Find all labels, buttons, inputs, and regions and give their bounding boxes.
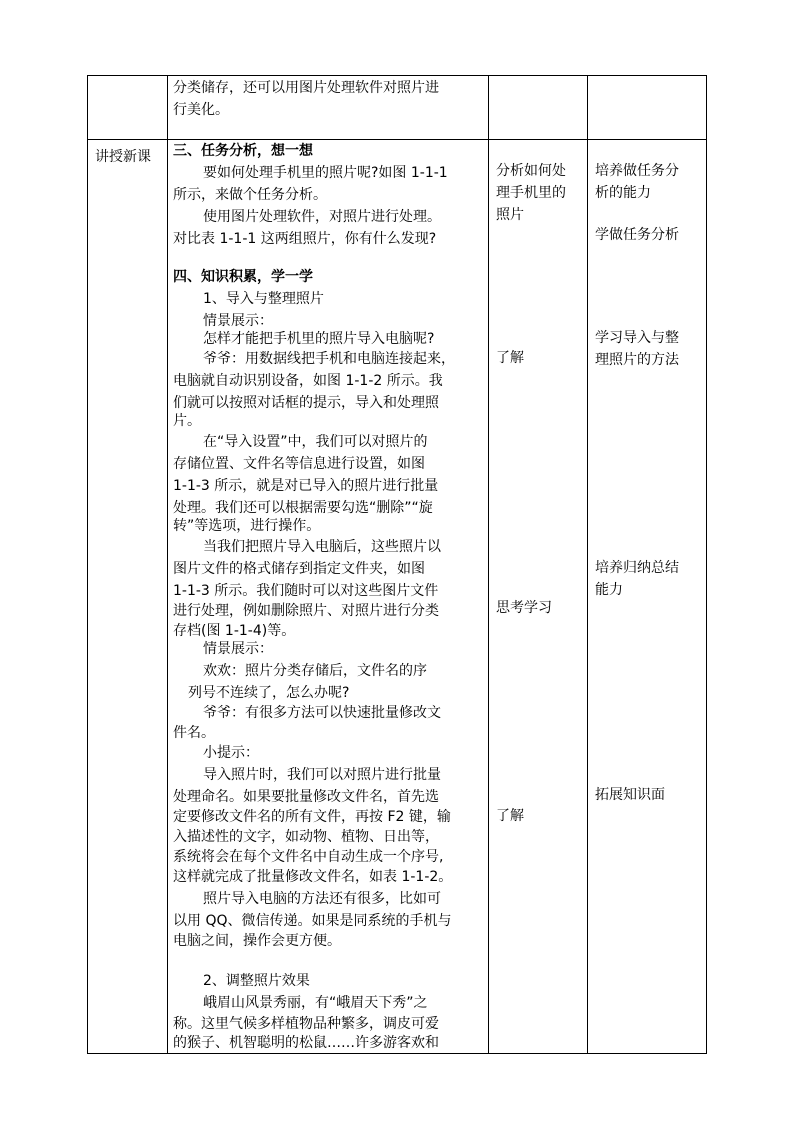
content-line: 转”等选项，进行操作。 (173, 518, 321, 534)
content-line: 导入照片时，我们可以对照片进行批量 (203, 767, 441, 783)
student-activity: 思考学习 (496, 600, 552, 616)
column-divider-3 (587, 75, 588, 1054)
content-line: 称。这里气候多样植物品种繁多，调皮可爱 (173, 1016, 439, 1032)
content-line: 爷爷：用数据线把手机和电脑连接起来， (203, 351, 455, 367)
content-line: 电脑就自动识别设备，如图 1-1-2 所示。我 (173, 373, 443, 389)
content-line: 系统将会在每个文件名中自动生成一个序号, (173, 849, 444, 865)
content-line: 以用 QQ、微信传递。如果是同系统的手机与 (173, 913, 452, 929)
student-activity: 了解 (496, 350, 524, 366)
content-line: 定要修改文件名的所有文件，再按 F2 键，输 (173, 809, 451, 825)
content-line: 存储位置、文件名等信息进行设置，如图 (173, 456, 425, 472)
table-top-border (87, 75, 707, 76)
design-intent: 析的能力 (595, 185, 651, 201)
content-line: 爷爷：有很多方法可以快速批量修改文 (203, 705, 441, 721)
design-intent: 拓展知识面 (595, 787, 665, 803)
content-line: 这样就完成了批量修改文件名，如表 1-1-2。 (173, 869, 453, 885)
content-line: 1-1-3 所示，就是对已导入的照片进行批量 (173, 478, 439, 494)
student-activity: 理手机里的 (496, 185, 566, 201)
content-line: 列号不连续了，怎么办呢? (188, 685, 350, 701)
content-line: 存档(图 1-1-4)等。 (173, 623, 296, 639)
design-intent: 能力 (595, 582, 623, 598)
content-line: 情景展示： (203, 641, 273, 657)
student-activity: 了解 (496, 808, 524, 824)
column-divider-1 (167, 75, 168, 1054)
content-line: 情景展示： (203, 313, 273, 329)
content-line: 欢欢：照片分类存储后，文件名的序 (203, 663, 427, 679)
content-line: 处理。我们还可以根据需要勾选“删除”“旋 (173, 500, 433, 516)
student-activity: 分析如何处 (496, 163, 566, 179)
content-line: 进行处理，例如删除照片、对照片进行分类 (173, 603, 439, 619)
content-line: 所示，来做个任务分析。 (173, 187, 327, 203)
column-divider-2 (488, 75, 489, 1054)
content-line: 电脑之间，操作会更方便。 (173, 933, 341, 949)
content-line: 件名。 (173, 725, 215, 741)
content-line: 1-1-3 所示。我们随时可以对这些图片文件 (173, 583, 439, 599)
content-line: 行美化。 (173, 102, 229, 118)
content-line: 对比表 1-1-1 这两组照片，你有什么发现? (173, 231, 437, 247)
subsection-heading: 2、调整照片效果 (203, 973, 310, 989)
section-heading: 四、知识积累，学一学 (173, 269, 313, 285)
design-intent: 学做任务分析 (595, 227, 679, 243)
content-line: 们就可以按照对话框的提示，导入和处理照 (173, 395, 439, 411)
content-line: 在“导入设置”中，我们可以对照片的 (203, 434, 428, 450)
design-intent: 理照片的方法 (595, 352, 679, 368)
content-line: 片。 (173, 413, 201, 429)
design-intent: 培养归纳总结 (595, 560, 679, 576)
content-line: 照片导入电脑的方法还有很多，比如可 (203, 891, 441, 907)
design-intent: 学习导入与整 (595, 330, 679, 346)
content-line: 小提示： (203, 745, 259, 761)
subsection-heading: 1、导入与整理照片 (203, 291, 324, 307)
content-line: 的猴子、机智聪明的松鼠……许多游客欢和 (173, 1035, 439, 1051)
content-line: 当我们把照片导入电脑后，这些照片以 (203, 539, 441, 555)
content-line: 分类储存，还可以用图片处理软件对照片进 (173, 80, 439, 96)
content-line: 怎样才能把手机里的照片导入电脑呢? (203, 331, 435, 347)
section-label: 讲授新课 (95, 149, 151, 165)
design-intent: 培养做任务分 (595, 163, 679, 179)
content-line: 使用图片处理软件，对照片进行处理。 (203, 209, 441, 225)
content-line: 处理命名。如果要批量修改文件名，首先选 (173, 789, 439, 805)
student-activity: 照片 (496, 207, 524, 223)
content-line: 峨眉山风景秀丽，有“峨眉天下秀”之 (203, 995, 428, 1011)
section-heading: 三、任务分析，想一想 (173, 143, 313, 159)
content-line: 要如何处理手机里的照片呢?如图 1-1-1 (203, 165, 448, 181)
content-line: 入描述性的文字，如动物、植物、日出等， (173, 829, 439, 845)
content-line: 图片文件的格式储存到指定文件夹，如图 (173, 561, 425, 577)
